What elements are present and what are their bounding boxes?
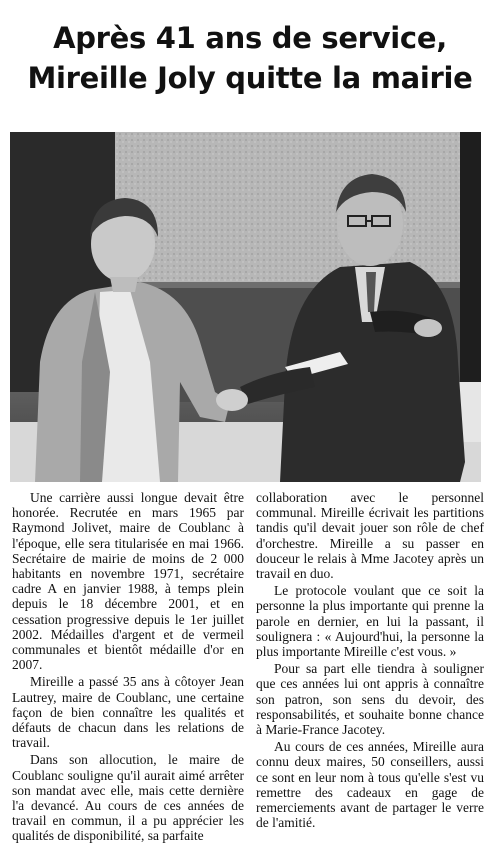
headline-line-1: Après 41 ans de service, [53, 21, 447, 55]
paragraph: Le protocole voulant que ce soit la personne la plus importante qui prenne la parole en dernier, en lui la passant, il soulignera : « Aujourd'hui, la personne la plus importante Mireille c'est vous. » [256, 583, 484, 660]
article-column-right [256, 490, 484, 832]
article-column-left [12, 490, 244, 846]
photo-two-people-handshake-icon [10, 132, 481, 482]
handshake [216, 389, 248, 411]
paragraph: Au cours de ces années, Mireille aura connu deux maires, 50 conseillers, aussi ce sont en leur nom à tous qu'elle s'est vu remettre des cadeaux en gage de remerciements avant de partager le verre de l'amitié. [256, 739, 484, 831]
paragraph: Une carrière aussi longue devait être honorée. Recrutée en mars 1965 par Raymond Jolivet, maire de Coublanc à l'époque, elle sera titularisée en mai 1966. Secrétaire de mairie de moins de 2 000 habitants en novembre 1971, secrétaire cadre A en janvier 1988, à temps plein depuis le 18 décembre 2001, et en cessation progressive depuis le 1er juillet 2002. Médailles d'argent et de vermeil communales et bientôt médaille d'or en 2007. [12, 490, 244, 673]
paragraph-continued: collaboration avec le personnel communal. Mireille écrivait les partitions tandis qu'il devait jouer son rôle de chef d'orchestre. Mireille a su passer en douceur le relais à Mme Jacotey après un travail en duo. [256, 490, 484, 582]
headline-line-2: Mireille Joly quitte la mairie [27, 61, 473, 95]
article-photo [10, 132, 481, 482]
paragraph: Pour sa part elle tiendra à souligner que ces années lui ont appris à connaître son patron, son sens du devoir, des responsabilités, et souhaite bonne chance à Marie-France Jacotey. [256, 661, 484, 738]
paragraph: Dans son allocution, le maire de Coublanc souligne qu'il aurait aimé arrêter son mandat avec elle, mais cette dernière l'a devancé. Au cours de ces années de travail en commun, il a pu apprécier les qualités de disponibilité, sa parfaite [12, 752, 244, 844]
article-headline [0, 18, 500, 98]
paragraph: Mireille a passé 35 ans à côtoyer Jean Lautrey, maire de Coublanc, une certaine façon de bien connaître les qualités et défauts de chacun dans les relations de travail. [12, 674, 244, 751]
background-wall [115, 132, 460, 282]
